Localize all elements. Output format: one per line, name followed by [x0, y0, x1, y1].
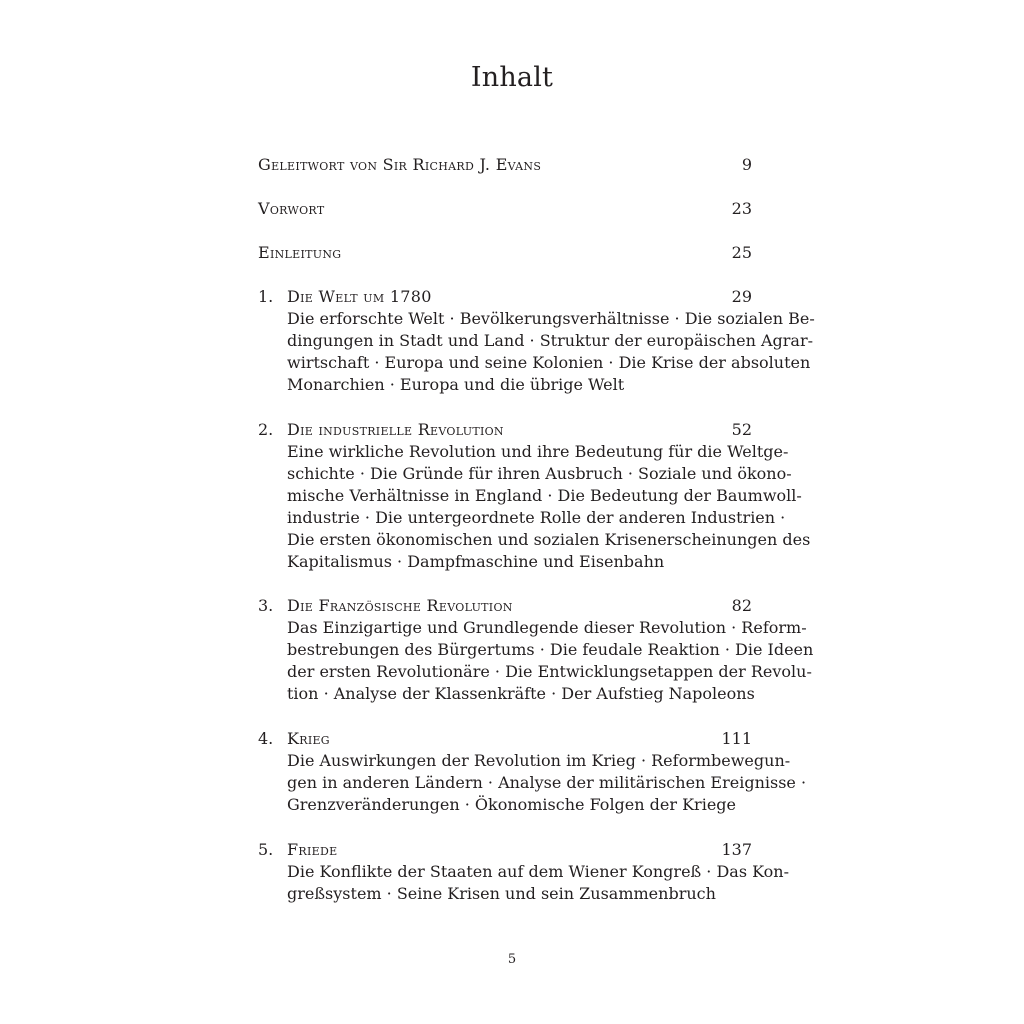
summary-line: gen in anderen Ländern · Analyse der militärischen Ereignisse · [287, 773, 807, 792]
page-number: 5 [507, 952, 517, 967]
summary-line: Grenzveränderungen · Ökonomische Folgen der Kriege [287, 795, 736, 814]
chapter-summary [287, 441, 811, 573]
toc-entry-heading [258, 839, 752, 861]
toc-entry [258, 154, 752, 176]
toc-entry-heading [258, 242, 752, 264]
page-title: Inhalt [470, 62, 554, 93]
chapter-page-number: 9 [741, 155, 752, 174]
chapter-summary [287, 308, 815, 396]
summary-line: greßsystem · Seine Krisen und sein Zusammenbruch [287, 884, 716, 903]
summary-line: dingungen in Stadt und Land · Struktur der europäischen Agrar- [287, 331, 813, 350]
summary-line: Die erforschte Welt · Bevölkerungsverhältnisse · Die sozialen Be- [287, 309, 815, 328]
chapter-summary [287, 750, 807, 816]
summary-line: Die Konflikte der Staaten auf dem Wiener Kongreß · Das Kon- [287, 862, 790, 881]
chapter-summary [287, 617, 814, 705]
chapter-page-number: 111 [721, 729, 752, 748]
toc-entry [258, 286, 815, 396]
toc-entry [258, 595, 814, 705]
chapter-number: 4. [258, 729, 274, 748]
chapter-title: Die Französische Revolution [287, 596, 513, 615]
chapter-number: 2. [258, 420, 274, 439]
chapter-page-number: 137 [721, 840, 752, 859]
toc-entry [258, 198, 752, 220]
chapter-page-number: 25 [731, 243, 752, 262]
chapter-page-number: 23 [731, 199, 752, 218]
summary-line: wirtschaft · Europa und seine Kolonien · Die Krise der absoluten [287, 353, 811, 372]
toc-entry [258, 419, 811, 573]
toc-entry-heading [258, 286, 752, 308]
chapter-title: Krieg [287, 729, 330, 748]
toc-entry-heading [258, 198, 752, 220]
toc-entry-heading [258, 419, 752, 441]
toc-entry-heading [258, 154, 752, 176]
toc-entry-heading [258, 595, 752, 617]
summary-line: Monarchien · Europa und die übrige Welt [287, 375, 625, 394]
chapter-page-number: 82 [731, 596, 752, 615]
chapter-number: 3. [258, 596, 274, 615]
chapter-number: 1. [258, 287, 274, 306]
chapter-number: 5. [258, 840, 274, 859]
summary-line: Die ersten ökonomischen und sozialen Krisenerscheinungen des [287, 530, 811, 549]
chapter-title: Vorwort [258, 199, 325, 218]
chapter-title: Friede [287, 840, 338, 859]
chapter-page-number: 52 [731, 420, 752, 439]
chapter-summary [287, 861, 790, 905]
summary-line: industrie · Die untergeordnete Rolle der anderen Industrien · [287, 508, 786, 527]
summary-line: Kapitalismus · Dampfmaschine und Eisenbahn [287, 552, 665, 571]
toc-entry [258, 242, 752, 264]
chapter-page-number: 29 [731, 287, 752, 306]
summary-line: schichte · Die Gründe für ihren Ausbruch · Soziale und ökono- [287, 464, 792, 483]
summary-line: tion · Analyse der Klassenkräfte · Der Aufstieg Napoleons [287, 684, 755, 703]
chapter-title: Einleitung [258, 243, 342, 262]
chapter-title: Geleitwort von Sir Richard J. Evans [258, 155, 542, 174]
toc-entry-heading [258, 728, 752, 750]
summary-line: Das Einzigartige und Grundlegende dieser Revolution · Reform- [287, 618, 807, 637]
toc-entry [258, 839, 790, 905]
chapter-title: Die industrielle Revolution [287, 420, 504, 439]
summary-line: mische Verhältnisse in England · Die Bedeutung der Baumwoll- [287, 486, 802, 505]
toc-entry [258, 728, 807, 816]
summary-line: Eine wirkliche Revolution und ihre Bedeutung für die Weltge- [287, 442, 789, 461]
chapter-title: Die Welt um 1780 [287, 287, 432, 306]
summary-line: bestrebungen des Bürgertums · Die feudale Reaktion · Die Ideen [287, 640, 814, 659]
summary-line: Die Auswirkungen der Revolution im Krieg · Reformbewegun- [287, 751, 791, 770]
summary-line: der ersten Revolutionäre · Die Entwicklungsetappen der Revolu- [287, 662, 812, 681]
